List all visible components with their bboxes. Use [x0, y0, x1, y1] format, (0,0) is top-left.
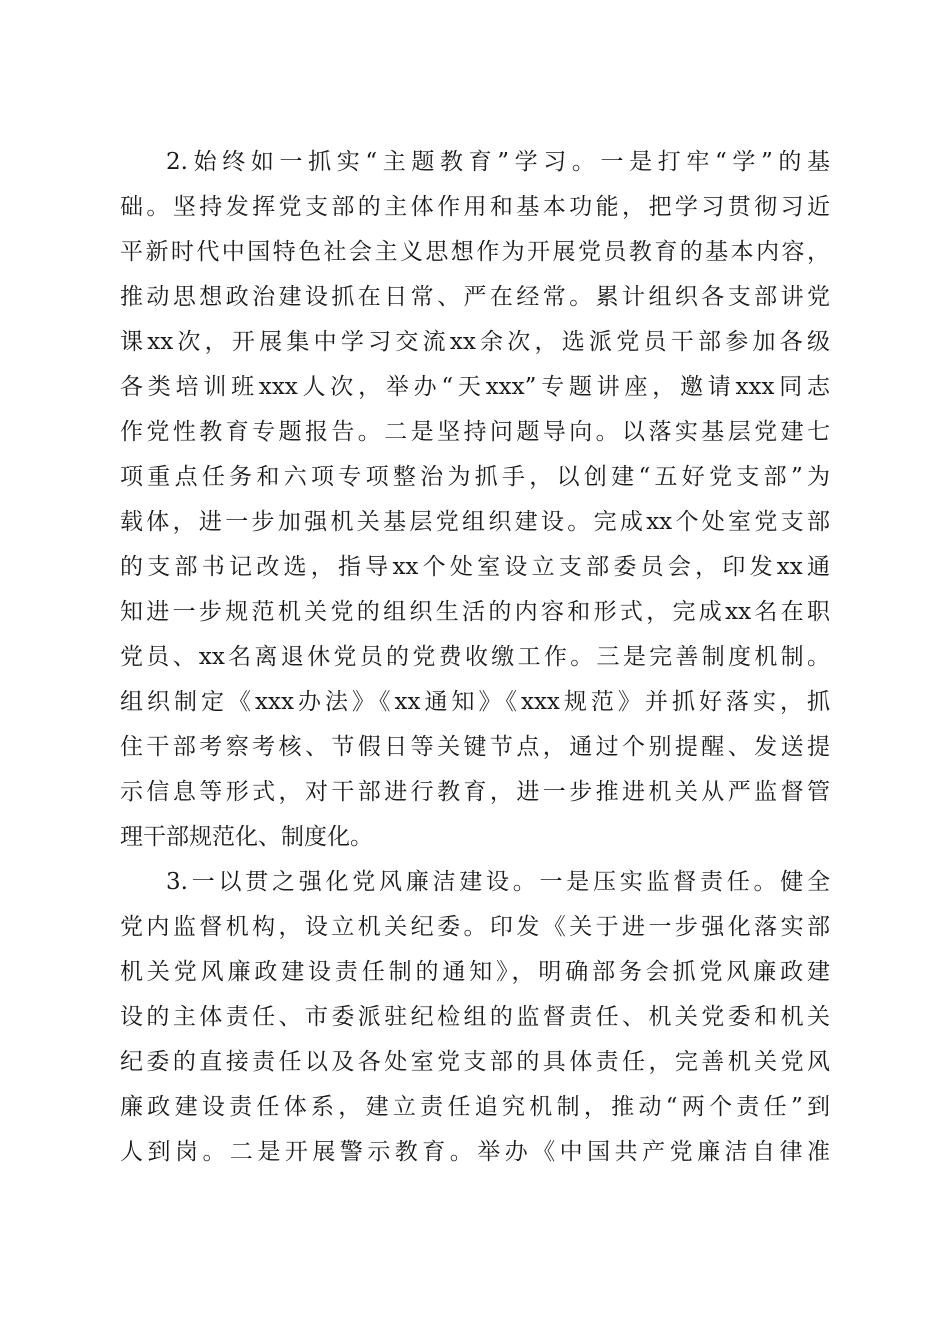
paragraph-1-line-4: 推动思想政治建设抓在日常、严在经常。累计组织各支部讲党: [120, 284, 830, 310]
paragraph-1-line-5: 课xx次，开展集中学习交流xx余次，选派党员干部参加各级: [120, 329, 830, 355]
paragraph-2-line-7: 人到岗。二是开展警示教育。举办《中国共产党廉洁自律准: [120, 1139, 830, 1165]
paragraph-1-line-8: 项重点任务和六项专项整治为抓手，以创建“五好党支部”为: [120, 464, 830, 490]
paragraph-1-line-10: 的支部书记改选，指导xx个处室设立支部委员会，印发xx通: [120, 554, 830, 580]
paragraph-1-line-1: 2.始终如一抓实“主题教育”学习。一是打牢“学”的基: [166, 149, 830, 175]
paragraph-1-line-9: 载体，进一步加强机关基层党组织建设。完成xx个处室党支部: [120, 509, 830, 535]
paragraph-1-line-3: 平新时代中国特色社会主义思想作为开展党员教育的基本内容，: [120, 239, 830, 265]
paragraph-1-line-15: 示信息等形式，对干部进行教育，进一步推进机关从严监督管: [120, 779, 830, 805]
paragraph-1-line-13: 组织制定《xxx办法》《xx通知》《xxx规范》并抓好落实，抓: [120, 689, 830, 715]
paragraph-2-line-1: 3.一以贯之强化党风廉洁建设。一是压实监督责任。健全: [166, 869, 830, 895]
paragraph-1-line-7: 作党性教育专题报告。二是坚持问题导向。以落实基层党建七: [120, 419, 830, 445]
paragraph-2-line-3: 机关党风廉政建设责任制的通知》，明确部务会抓党风廉政建: [120, 959, 830, 985]
paragraph-1-line-2: 础。坚持发挥党支部的主体作用和基本功能，把学习贯彻习近: [120, 194, 830, 220]
document-body: [120, 140, 830, 1175]
paragraph-1-line-16: 理干部规范化、制度化。: [120, 824, 373, 850]
paragraph-1-line-11: 知进一步规范机关党的组织生活的内容和形式，完成xx名在职: [120, 599, 830, 625]
paragraph-2-line-2: 党内监督机构，设立机关纪委。印发《关于进一步强化落实部: [120, 914, 830, 940]
paragraph-2-line-5: 纪委的直接责任以及各处室党支部的具体责任，完善机关党风: [120, 1049, 830, 1075]
paragraph-1-line-6: 各类培训班xxx人次，举办“天xxx”专题讲座，邀请xxx同志: [120, 374, 830, 400]
paragraph-2-line-4: 设的主体责任、市委派驻纪检组的监督责任、机关党委和机关: [120, 1004, 830, 1030]
paragraph-1-line-12: 党员、xx名离退休党员的党费收缴工作。三是完善制度机制。: [120, 644, 830, 670]
paragraph-1-line-14: 住干部考察考核、节假日等关键节点，通过个别提醒、发送提: [120, 734, 830, 760]
paragraph-2-line-6: 廉政建设责任体系，建立责任追究机制，推动“两个责任”到: [120, 1094, 830, 1120]
